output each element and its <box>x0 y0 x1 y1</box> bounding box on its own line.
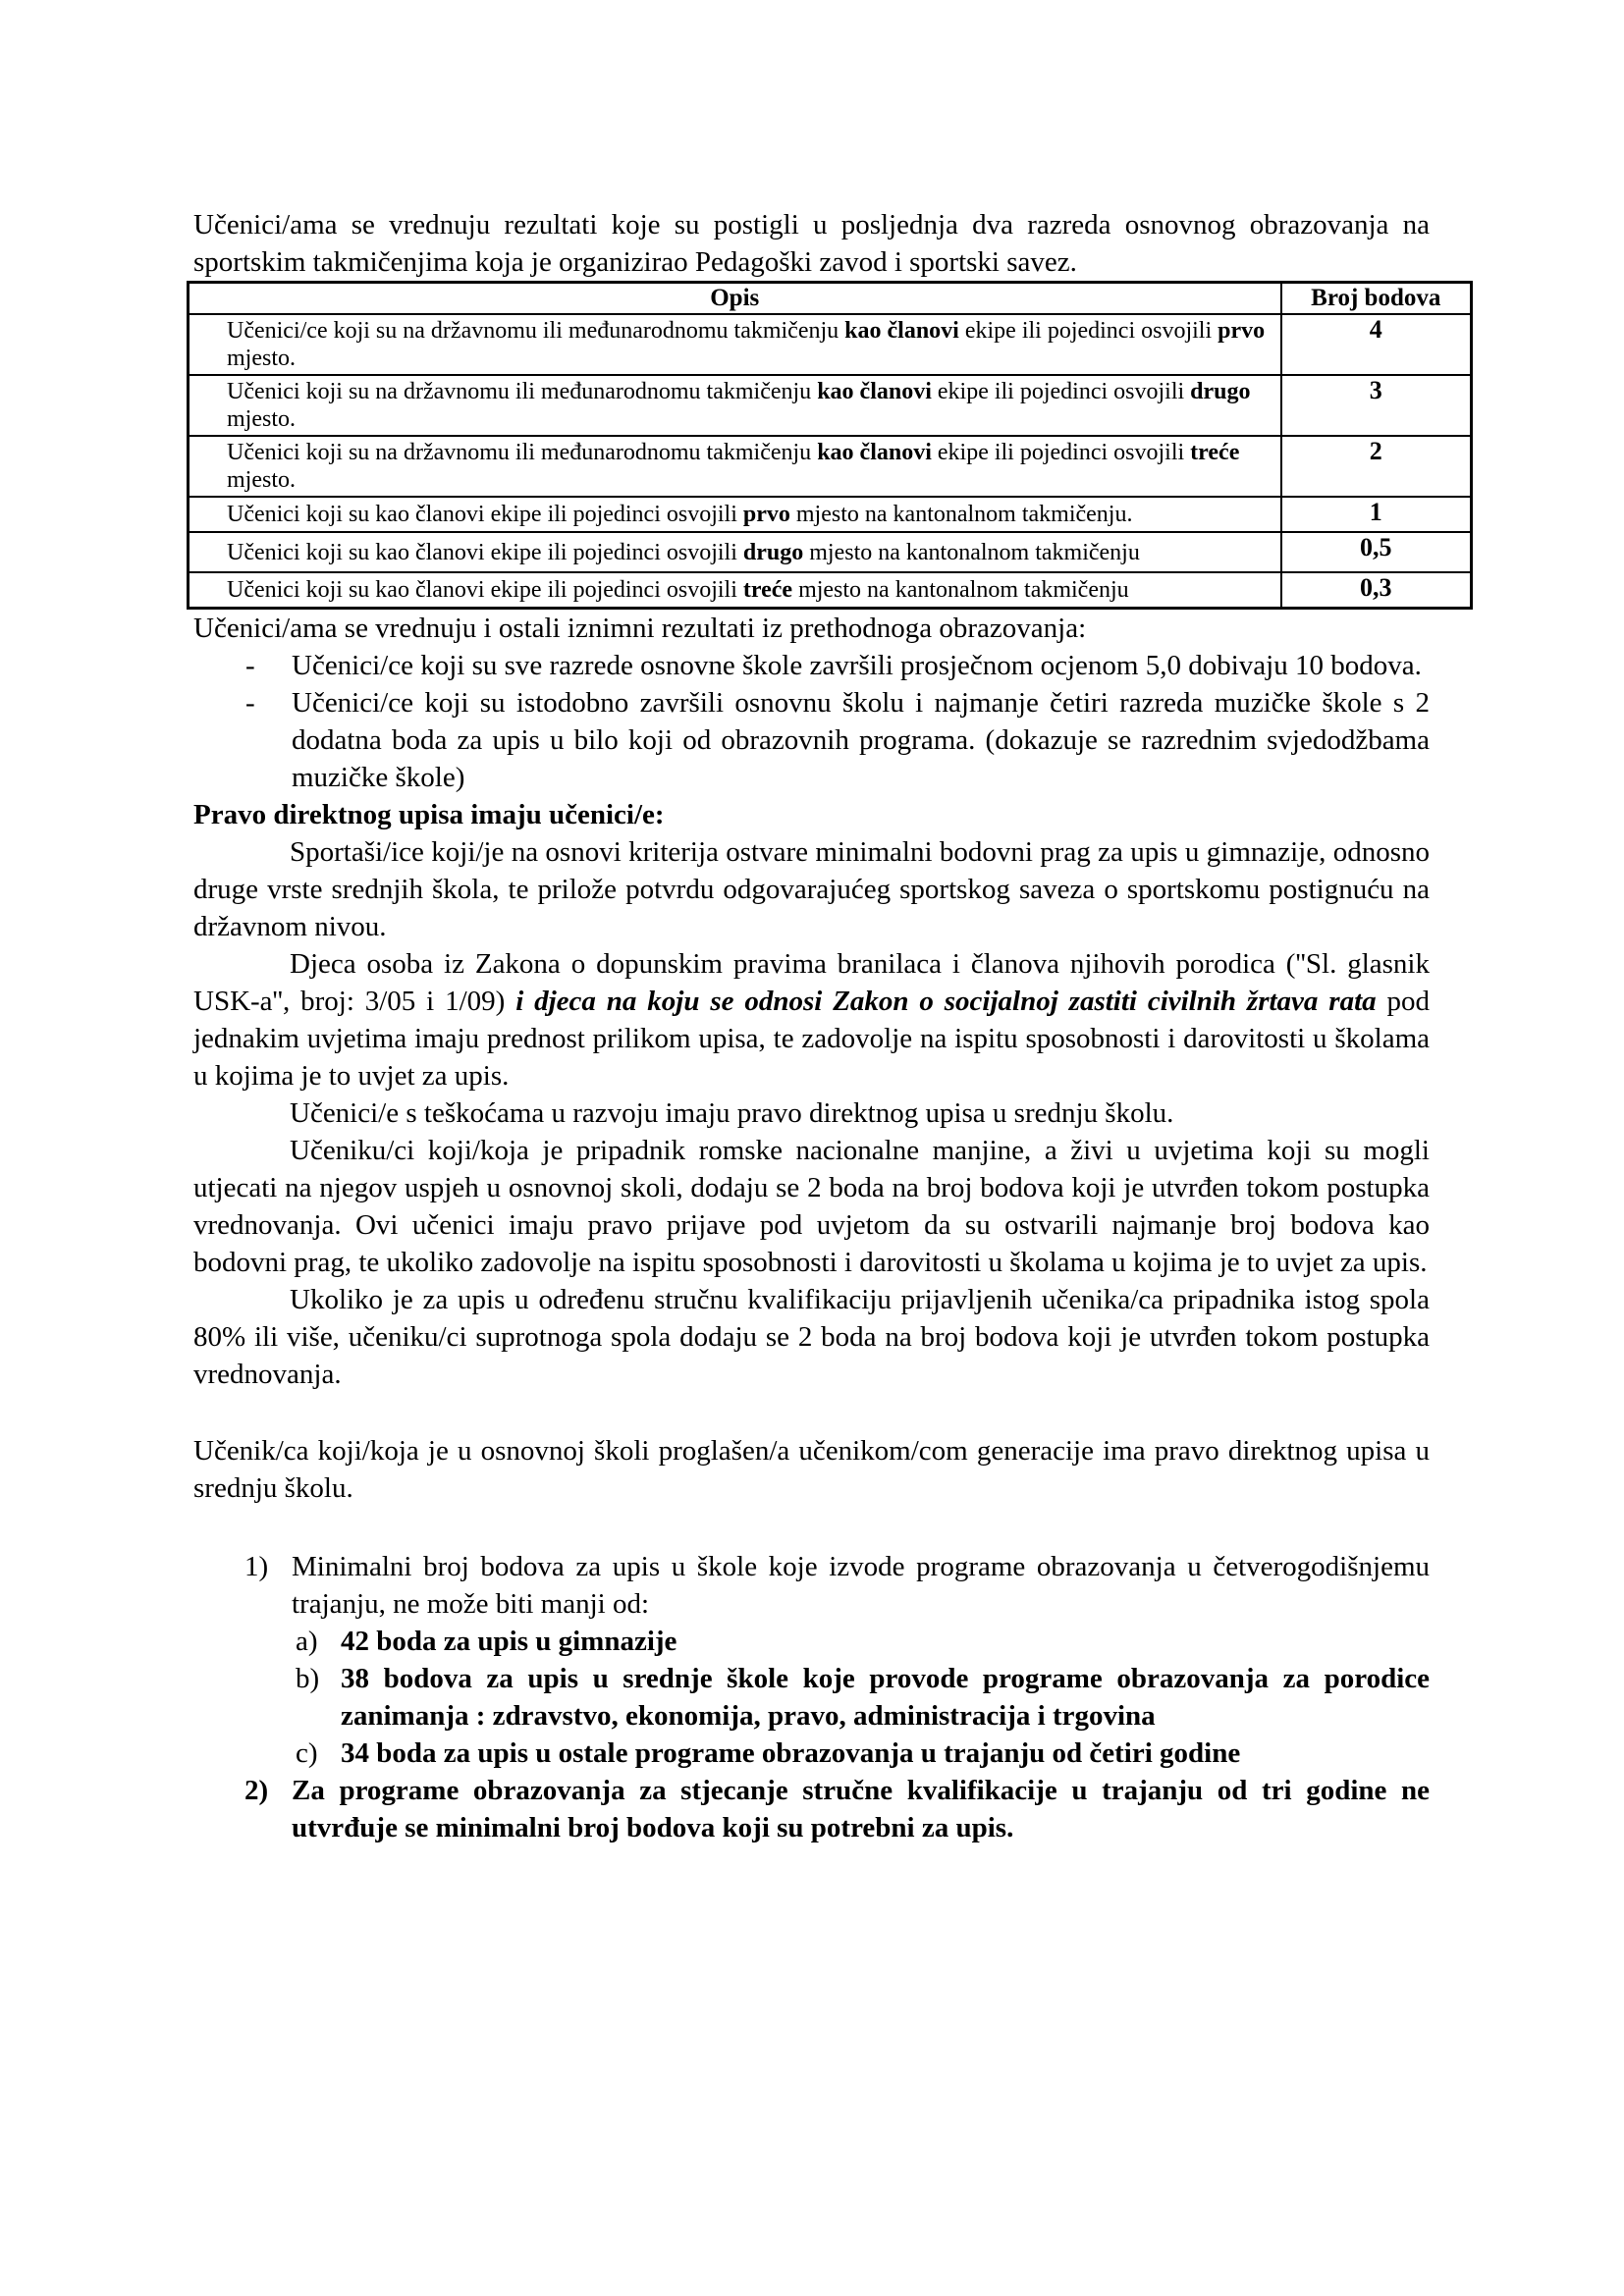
opis-segment: ekipe ili pojedinci osvojili <box>958 318 1218 344</box>
disabilities-paragraph: Učenici/e s teškoćama u razvoju imaju pravo direktnog upisa u srednju školu. <box>290 1096 1174 1129</box>
points-cell: 4 <box>1281 314 1472 375</box>
opis-segment-bold: kao članovi <box>817 379 932 404</box>
points-cell: 3 <box>1281 375 1472 436</box>
opis-cell <box>189 314 1281 375</box>
spacer <box>193 1507 1430 1548</box>
dash-marker: - <box>245 649 255 681</box>
opis-segment: ekipe ili pojedinci osvojili <box>931 440 1191 465</box>
opis-cell <box>189 497 1281 532</box>
table-header-row <box>189 283 1472 315</box>
opis-cell <box>189 532 1281 572</box>
sub-item-a <box>193 1623 1430 1660</box>
points-cell: 1 <box>1281 497 1472 532</box>
table-row <box>189 497 1472 532</box>
opis-segment: Učenici koji su kao članovi ekipe ili pojedinci osvojili <box>227 539 743 565</box>
generation-student-paragraph: Učenik/ca koji/koja je u osnovnoj školi proglašen/a učenikom/com generacije ima pravo direktnog upisa u srednju školu. <box>193 1434 1430 1504</box>
list-item-text: 38 bodova za upis u srednje škole koje provode programe obrazovanja za porodice zanimanja : zdravstvo, ekonomija, pravo, administracija i trgovina <box>341 1662 1430 1732</box>
spacer <box>193 1393 1430 1432</box>
dash-item-average-grade <box>193 647 1430 684</box>
opis-segment: ekipe ili pojedinci osvojili <box>931 379 1191 404</box>
list-marker: c) <box>296 1736 318 1769</box>
roma-minority-paragraph: Učeniku/ci koji/koja je pripadnik romske nacionalne manjine, a živi u uvjetima koji su mogli utjecati na njegov uspjeh u osnovnoj skoli, dodaju se 2 boda na broj bodova koji je utvrđen tokom postupka vrednovanja. Ovi učenici imaju pravo prijave pod uvjetom da su ostvarili najmanje broj bodova kao bodovni prag, te ukoliko zadovolje na ispitu sposobnosti i darovitosti u školama u kojima je to uvjet za upis. <box>193 1134 1430 1278</box>
opis-segment: mjesto na kantonalnom takmičenju. <box>789 502 1133 527</box>
dash-marker: - <box>245 686 255 719</box>
opis-segment: Učenici koji su na državnomu ili međunarodnomu takmičenju <box>227 379 818 404</box>
direct-enrollment-heading: Pravo direktnog upisa imaju učenici/e: <box>193 798 665 830</box>
athletes-paragraph: Sportaši/ice koji/je na osnovi kriterija ostvare minimalni bodovni prag za upis u gimnazije, odnosno druge vrste srednjih škola, te prilože potvrdu odgovarajućeg sportskog saveza o sportskomu postignuću na državnom nivou. <box>193 835 1430 942</box>
paragraph-segment: Djeca osoba iz Zakona o dopunskim pravima branilaca i članova njihovih porodica (''Sl. glasnik USK-a'', broj: 3/05 i 1/09) <box>193 947 1430 1017</box>
opis-segment: mjesto. <box>227 467 296 493</box>
list-marker: a) <box>296 1625 318 1657</box>
opis-segment: mjesto. <box>227 346 296 371</box>
opis-segment-bold: kao članovi <box>817 440 932 465</box>
list-item-1 <box>193 1548 1430 1623</box>
points-table <box>187 281 1473 610</box>
table-row <box>189 532 1472 572</box>
list-item-text: Minimalni broj bodova za upis u škole koje izvode programe obrazovanja u četverogodišnjemu trajanju, ne može biti manji od: <box>292 1550 1430 1620</box>
opis-segment: Učenici koji su kao članovi ekipe ili pojedinci osvojili <box>227 576 743 603</box>
opis-segment: Učenici koji su na državnomu ili međunarodnomu takmičenju <box>227 440 818 465</box>
dash-item-text: Učenici/ce koji su istodobno završili osnovnu školu i najmanje četiri razreda muzičke škole s 2 dodatna boda za upis u bilo koji od obrazovnih programa. (dokazuje se razrednim svjedodžbama muzičke škole) <box>292 686 1430 793</box>
table-row <box>189 314 1472 375</box>
opis-cell <box>189 572 1281 608</box>
law-reference-emphasis: i djeca na koju se odnosi Zakon o socijalnoj zastiti civilnih žrtava rata <box>515 985 1377 1017</box>
list-marker: 2) <box>244 1774 269 1806</box>
list-item-2 <box>193 1772 1430 1846</box>
opis-segment: Učenici/ce koji su na državnomu ili međunarodnomu takmičenju <box>227 318 845 344</box>
list-marker: 1) <box>244 1550 269 1582</box>
intro-paragraph: Učenici/ama se vrednuju rezultati koje su postigli u posljednja dva razreda osnovnog obrazovanja na sportskim takmičenjima koja je organizirao Pedagoški zavod i sportski savez. <box>193 209 1430 278</box>
dash-item-music-school <box>193 684 1430 796</box>
table-header-points: Broj bodova <box>1281 283 1472 315</box>
gender-bonus-paragraph: Ukoliko je za upis u određenu stručnu kvalifikaciju prijavljenih učenika/ca pripadnika istog spola 80% ili više, učeniku/ci suprotnoga spola dodaju se 2 boda na broj bodova koji je utvrđen tokom postupka vrednovanja. <box>193 1283 1430 1390</box>
opis-segment: Učenici koji su kao članovi ekipe ili pojedinci osvojili <box>227 502 743 527</box>
paragraph-segment: pod jednakim uvjetima imaju prednost prilikom upisa, te zadovolje na ispitu sposobnosti i darovitosti u školama u kojima je to uvjet za upis. <box>193 985 1431 1092</box>
opis-segment: mjesto na kantonalnom takmičenju <box>803 539 1140 565</box>
table-row <box>189 572 1472 608</box>
table-row <box>189 375 1472 436</box>
points-cell: 0,5 <box>1281 532 1472 572</box>
table-header-opis: Opis <box>189 283 1281 315</box>
sub-item-c <box>193 1735 1430 1772</box>
opis-segment-bold: treće <box>742 576 793 603</box>
opis-segment: mjesto. <box>227 406 296 432</box>
list-item-text: 34 boda za upis u ostale programe obrazovanja u trajanju od četiri godine <box>341 1736 1241 1769</box>
opis-segment-bold: prvo <box>1218 318 1266 344</box>
opis-segment-bold: drugo <box>1190 379 1251 404</box>
opis-segment-bold: kao članovi <box>844 318 959 344</box>
opis-cell <box>189 375 1281 436</box>
dash-item-text: Učenici/ce koji su sve razrede osnovne škole završili prosječnom ocjenom 5,0 dobivaju 10 bodova. <box>292 649 1422 681</box>
list-item-text: Za programe obrazovanja za stjecanje stručne kvalifikacije u trajanju od tri godine ne utvrđuje se minimalni broj bodova koji su potrebni za upis. <box>292 1774 1430 1843</box>
sub-item-b <box>193 1660 1430 1735</box>
opis-segment-bold: prvo <box>742 502 790 527</box>
exceptional-results-line: Učenici/ama se vrednuju i ostali iznimni rezultati iz prethodnoga obrazovanja: <box>193 612 1087 644</box>
opis-segment-bold: drugo <box>742 539 804 565</box>
opis-segment-bold: treće <box>1190 440 1240 465</box>
list-item-text: 42 boda za upis u gimnazije <box>341 1625 677 1657</box>
list-marker: b) <box>296 1662 320 1694</box>
table-row <box>189 436 1472 497</box>
points-cell: 0,3 <box>1281 572 1472 608</box>
dash-list <box>193 647 1430 796</box>
minimum-points-list <box>193 1548 1430 1846</box>
points-cell: 2 <box>1281 436 1472 497</box>
veterans-children-paragraph <box>193 945 1430 1095</box>
opis-segment: mjesto na kantonalnom takmičenju <box>792 576 1129 603</box>
opis-cell <box>189 436 1281 497</box>
